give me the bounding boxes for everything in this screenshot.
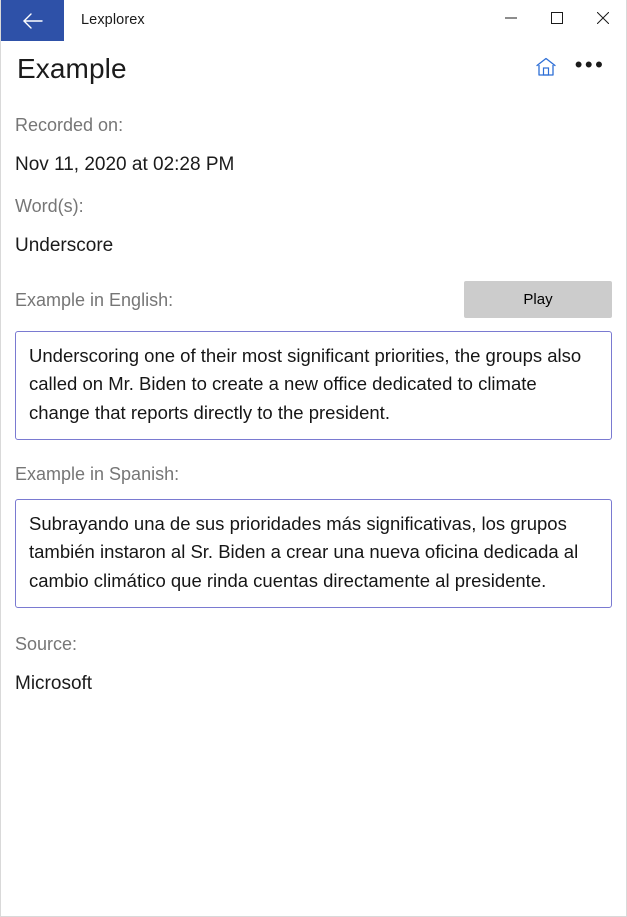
home-button[interactable] bbox=[524, 47, 568, 91]
detail-content bbox=[1, 113, 626, 697]
window-title: Lexplorex bbox=[81, 12, 145, 28]
back-button[interactable] bbox=[1, 0, 64, 41]
minimize-icon bbox=[505, 11, 517, 29]
close-button[interactable] bbox=[580, 0, 626, 40]
source-value: Microsoft bbox=[15, 673, 93, 695]
words-label: Word(s): bbox=[15, 195, 84, 216]
words-value: Underscore bbox=[15, 235, 114, 257]
ellipsis-icon: ••• bbox=[574, 52, 606, 77]
example-spanish-text[interactable]: Subrayando una de sus prioridades más significativas, los grupos también instaron al Sr. Biden a crear una nueva oficina dedicada al cambio climático que rinda cuentas directamente al presidente. bbox=[15, 499, 612, 608]
recorded-on-label: Recorded on: bbox=[15, 115, 124, 135]
maximize-button[interactable] bbox=[534, 0, 580, 40]
page-title: Example bbox=[17, 53, 127, 84]
play-button[interactable]: Play bbox=[464, 281, 612, 318]
maximize-icon bbox=[551, 11, 563, 29]
example-english-label: Example in English: bbox=[15, 289, 174, 310]
home-icon bbox=[534, 55, 558, 84]
example-english-text[interactable]: Underscoring one of their most significant priorities, the groups also called on Mr. Biden to create a new office dedicated to climate change that reports directly to the president. bbox=[15, 331, 612, 440]
close-icon bbox=[597, 11, 609, 29]
source-label: Source: bbox=[15, 634, 78, 655]
more-options-button[interactable] bbox=[568, 47, 612, 91]
recorded-on-value: Nov 11, 2020 at 02:28 PM bbox=[15, 154, 235, 176]
example-spanish-label: Example in Spanish: bbox=[15, 464, 180, 485]
minimize-button[interactable] bbox=[488, 0, 534, 40]
arrow-left-icon bbox=[22, 13, 44, 29]
page-header bbox=[1, 41, 626, 97]
english-example-header bbox=[15, 281, 612, 319]
title-bar bbox=[1, 0, 626, 41]
window-controls bbox=[488, 0, 626, 40]
